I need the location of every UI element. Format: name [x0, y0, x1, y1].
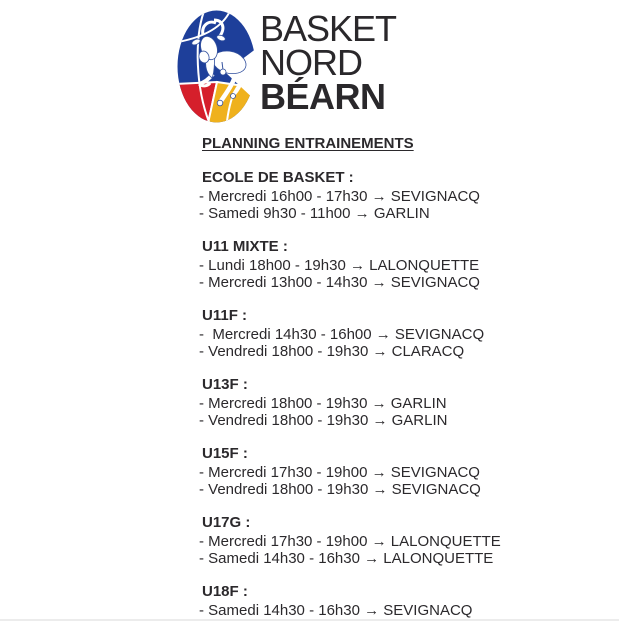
wordmark-line-nord: NORD	[260, 42, 362, 83]
section-heading: U13F :	[202, 376, 248, 393]
section-u11-mixte	[199, 238, 599, 291]
cow-basketball-emblem-icon	[177, 10, 256, 123]
section-heading: ECOLE DE BASKET :	[202, 169, 354, 186]
page-title: PLANNING ENTRAINEMENTS	[202, 135, 414, 152]
section-ecole-de-basket	[199, 169, 599, 222]
schedule-item: - Mercredi 18h00 - 19h30 → GARLIN	[199, 395, 447, 412]
section-u13f	[199, 376, 599, 429]
section-u18f	[199, 583, 599, 619]
schedule-item: - Samedi 9h30 - 11h00 → GARLIN	[199, 205, 430, 222]
wordmark-line-bearn: BÉARN	[260, 76, 386, 117]
training-schedule	[199, 135, 599, 635]
schedule-item: - Vendredi 18h00 - 19h30 → SEVIGNACQ	[199, 481, 481, 498]
section-u15f	[199, 445, 599, 498]
schedule-item: - Mercredi 13h00 - 14h30 → SEVIGNACQ	[199, 274, 480, 291]
section-u11f	[199, 307, 599, 360]
schedule-item: - Vendredi 18h00 - 19h30 → GARLIN	[199, 412, 448, 429]
club-logo	[177, 10, 396, 123]
schedule-item: - Mercredi 17h30 - 19h00 → SEVIGNACQ	[199, 464, 480, 481]
schedule-item: - Vendredi 18h00 - 19h30 → CLARACQ	[199, 343, 465, 360]
section-u17g	[199, 514, 599, 567]
schedule-item: - Samedi 14h30 - 16h30 → SEVIGNACQ	[199, 602, 473, 619]
schedule-item: - Mercredi 16h00 - 17h30 → SEVIGNACQ	[199, 188, 480, 205]
schedule-item: - Mercredi 14h30 - 16h00 → SEVIGNACQ	[199, 326, 485, 343]
section-heading: U18F :	[202, 583, 248, 600]
schedule-item: - Lundi 18h00 - 19h30 → LALONQUETTE	[199, 257, 480, 274]
section-heading: U11 MIXTE :	[202, 238, 288, 255]
schedule-item: - Mercredi 17h30 - 19h00 → LALONQUETTE	[199, 533, 501, 550]
club-wordmark	[260, 8, 397, 123]
section-heading: U15F :	[202, 445, 248, 462]
section-heading: U11F :	[202, 307, 248, 324]
section-heading: U17G :	[202, 514, 251, 531]
wordmark-line-basket: BASKET	[260, 8, 397, 49]
schedule-item: - Samedi 14h30 - 16h30 → LALONQUETTE	[199, 550, 494, 567]
